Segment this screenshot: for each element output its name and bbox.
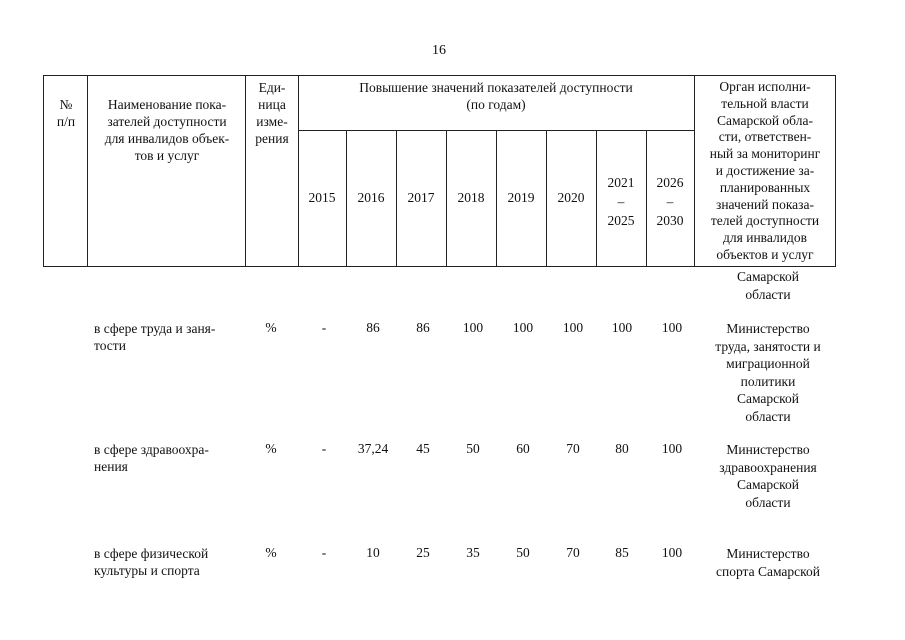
organ-line: миграционной: [726, 356, 810, 371]
year-range-line: –: [617, 194, 625, 209]
year-2017: 2017: [407, 190, 435, 205]
value-2016: 10: [366, 545, 380, 560]
value-2017: 86: [416, 320, 430, 335]
organ-line: Самарской: [736, 477, 800, 492]
organ-line: Самарской: [736, 391, 800, 406]
header-unit-line: рения: [255, 131, 289, 146]
value-2018: 35: [466, 545, 480, 560]
header-organ-line: планированных: [719, 179, 811, 195]
year-2015: 2015: [308, 190, 336, 205]
header-name: [92, 96, 242, 164]
organ-line: области: [745, 286, 791, 302]
header-unit: [247, 79, 297, 147]
value-2015: -: [321, 441, 327, 456]
row-name-line: культуры и спорта: [94, 563, 200, 578]
value-2021-2025: 80: [615, 441, 629, 456]
header-number-line: №: [59, 97, 73, 112]
value-2016: 37,24: [357, 441, 389, 456]
row-organ: [700, 320, 836, 425]
year-range-line: 2030: [656, 213, 684, 228]
value-2021-2025: 85: [615, 545, 629, 560]
row-name-line: тости: [94, 338, 126, 353]
header-organ: [697, 79, 833, 264]
page-number: 16: [432, 43, 446, 58]
row-unit: %: [265, 320, 277, 335]
row-name: [94, 441, 245, 475]
value-2018: 100: [462, 320, 484, 335]
header-increase: [300, 79, 692, 113]
row-name: [94, 545, 245, 579]
row-organ: [700, 441, 836, 511]
organ-line: Министерство: [726, 442, 810, 457]
value-2020: 70: [566, 441, 580, 456]
row-name-line: в сфере здравоохра-: [94, 442, 209, 457]
year-range-line: 2026: [656, 175, 684, 190]
header-name-line: для инвалидов объек-: [104, 131, 230, 146]
year-range-line: –: [666, 194, 674, 209]
row-unit: %: [265, 441, 277, 456]
value-2020: 100: [562, 320, 584, 335]
value-2015: -: [321, 320, 327, 335]
value-2019: 100: [512, 320, 534, 335]
value-2026-2030: 100: [661, 441, 683, 456]
organ-line: спорта Самарской: [716, 563, 820, 579]
header-organ-line: объектов и услуг: [716, 246, 814, 262]
value-2026-2030: 100: [661, 545, 683, 560]
value-2018: 50: [466, 441, 480, 456]
header-organ-line: ный за мониторинг: [709, 146, 821, 162]
header-organ-line: значений показа-: [716, 196, 814, 212]
organ-line: Министерство: [726, 546, 810, 561]
organ-line: области: [745, 408, 791, 424]
header-organ-line: и достижение за-: [715, 162, 815, 178]
header-name-line: тов и услуг: [134, 148, 200, 163]
year-range-line: 2025: [607, 213, 635, 228]
row-name-line: нения: [94, 459, 128, 474]
value-2016: 86: [366, 320, 380, 335]
year-2016: 2016: [357, 190, 385, 205]
organ-line: политики: [740, 373, 796, 389]
header-unit-line: Еди-: [258, 80, 286, 95]
year-range-line: 2021: [607, 175, 635, 190]
year-2020: 2020: [557, 190, 585, 205]
row-name-line: в сфере труда и заня-: [94, 321, 216, 336]
header-name-line: зателей доступности: [107, 114, 227, 129]
organ-line: Самарской: [736, 269, 800, 284]
header-organ-line: телей доступности: [710, 213, 820, 229]
row-name: [94, 320, 245, 354]
header-number: [48, 96, 84, 130]
year-2019: 2019: [507, 190, 535, 205]
organ-line: области: [745, 494, 791, 510]
prev-organ-tail: [700, 268, 836, 303]
header-name-line: Наименование пока-: [107, 97, 227, 112]
header-increase-line: Повышение значений показателей доступности: [359, 80, 633, 95]
header-number-line: п/п: [56, 114, 76, 129]
value-2020: 70: [566, 545, 580, 560]
header-organ-line: Самарской обла-: [717, 112, 813, 128]
year-2026-2030: [646, 173, 694, 230]
organ-line: труда, занятости и: [715, 338, 821, 354]
header-organ-line: сти, ответствен-: [718, 129, 812, 145]
header-unit-line: ница: [258, 97, 286, 112]
value-2017: 45: [416, 441, 430, 456]
value-2017: 25: [416, 545, 430, 560]
year-2021-2025: [596, 173, 646, 230]
organ-line: Министерство: [726, 321, 810, 336]
value-2019: 60: [516, 441, 530, 456]
row-organ: [700, 545, 836, 580]
header-increase-line: (по годам): [466, 97, 526, 112]
row-unit: %: [265, 545, 277, 560]
row-name-line: в сфере физической: [94, 546, 209, 561]
value-2015: -: [321, 545, 327, 560]
value-2021-2025: 100: [611, 320, 633, 335]
year-2018: 2018: [457, 190, 485, 205]
header-unit-line: изме-: [256, 114, 288, 129]
value-2026-2030: 100: [661, 320, 683, 335]
header-organ-line: для инвалидов: [723, 230, 807, 246]
header-organ-line: Орган исполни-: [719, 79, 811, 94]
value-2019: 50: [516, 545, 530, 560]
header-organ-line: тельной власти: [721, 95, 809, 111]
organ-line: здравоохранения: [719, 459, 817, 475]
